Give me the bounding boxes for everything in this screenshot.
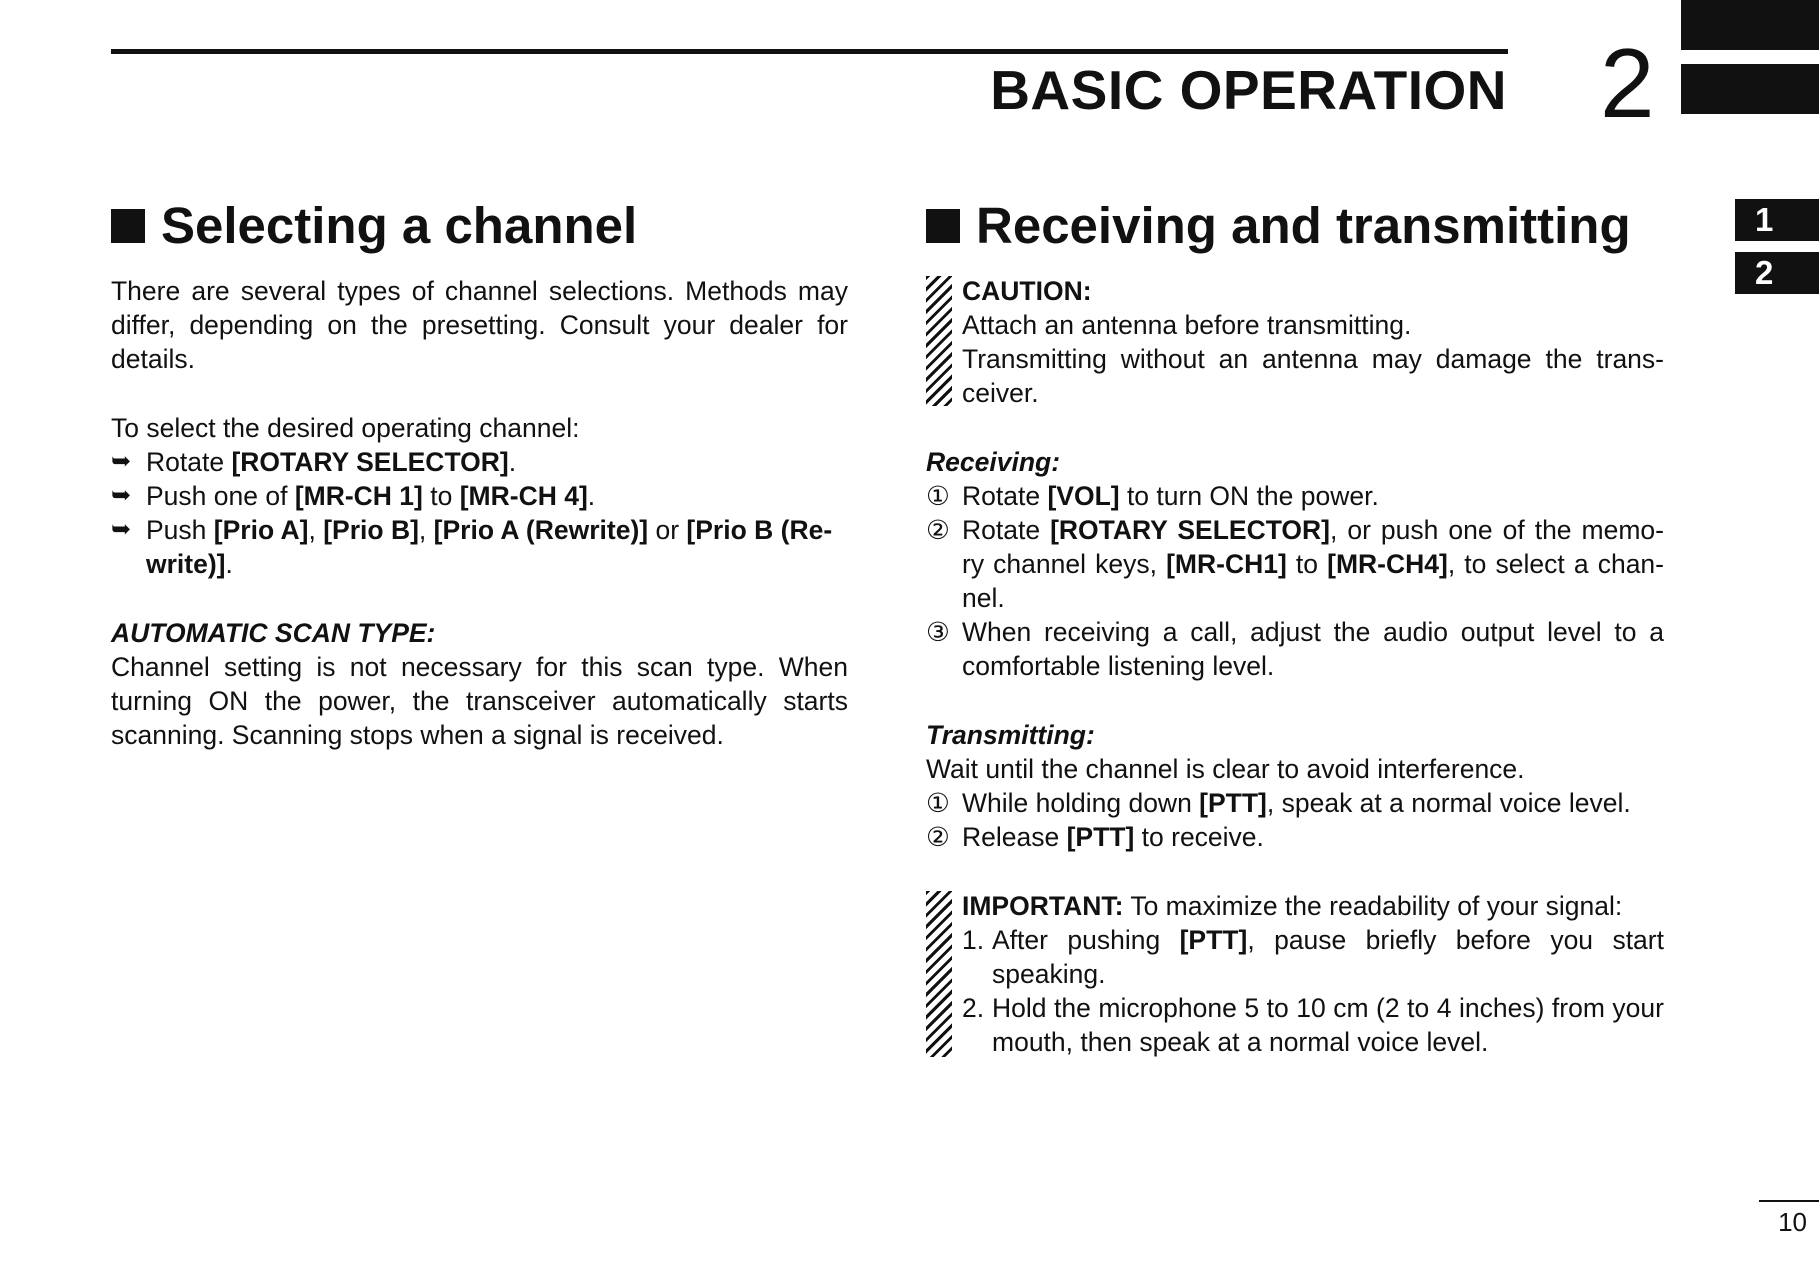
intro-paragraph: There are several types of channel selections. Methods may differ, depending on the presetting. Consult your dealer for details. [111,276,848,374]
page-number: 10 [1778,1207,1807,1237]
side-tab-1[interactable]: 1 [1735,199,1819,241]
receiving-heading: Receiving: [926,447,1061,477]
chapter-bar [1681,64,1819,114]
caution-line-2: Transmitting without an antenna may damage the trans-ceiver. [962,344,1664,408]
step-item: ➥ Push [Prio A], [Prio B], [Prio A (Rewrite)] or [Prio B (Re-write)]. [111,515,833,579]
key-label: [Prio A (Rewrite)] [433,515,649,545]
key-label: [MR-CH 4] [459,481,588,511]
section-heading-receiving [926,198,1631,254]
caution-hatch-icon [926,276,952,406]
step-number: ① [926,481,950,511]
scan-type-heading: AUTOMATIC SCAN TYPE: [111,618,436,648]
caution-note [926,274,1664,410]
key-label: [ROTARY SELECTOR] [1050,515,1330,545]
caution-line-1: Attach an antenna before transmitting. [962,310,1412,340]
arrow-icon: ➥ [111,448,132,475]
section-heading-selecting [111,198,637,254]
caution-label: CAUTION: [962,276,1092,306]
step-number: ① [926,788,950,818]
right-column [926,274,1664,1059]
transmitting-step: ② Release [PTT] to receive. [926,822,1264,852]
step-number: ③ [926,617,950,647]
item-number: 1. [962,925,985,955]
receiving-step: ② Rotate [ROTARY SELECTOR], or push one of the memo-ry channel keys, [MR-CH1] to [MR-CH4], to select a chan-nel. [926,515,1664,613]
key-label: [ROTARY SELECTOR] [231,447,509,477]
receiving-step: ③ When receiving a call, adjust the audio output level to a comfortable listening level. [926,617,1664,681]
transmitting-step: ① While holding down [PTT], speak at a normal voice level. [926,788,1631,818]
step-number: ② [926,822,950,852]
key-label: [Prio B] [323,515,419,545]
step-number: ② [926,515,950,545]
step-item: ➥ Push one of [MR-CH 1] to [MR-CH 4]. [111,481,596,511]
square-bullet-icon [111,209,145,243]
important-hatch-icon [926,891,952,1057]
section-heading-text: Selecting a channel [161,197,638,254]
scan-type-text: Channel setting is not necessary for this scan type. When turning ON the power, the transceiver automatically starts scanning. Scanning stops when a signal is received. [111,652,848,750]
chapter-title: BASIC OPERATION [990,59,1507,121]
transmitting-heading: Transmitting: [926,720,1095,750]
chapter-bar-top [1681,0,1819,50]
square-bullet-icon [926,209,960,243]
arrow-icon: ➥ [111,516,132,543]
header-rule [111,49,1508,54]
key-label: [PTT] [1179,925,1248,955]
important-note [926,889,1664,1059]
arrow-icon: ➥ [111,482,132,509]
key-label: [Prio B (Re-write)] [146,515,833,579]
footer-rule [1759,1200,1819,1202]
important-item: 1. After pushing [PTT], pause briefly before you start speaking. [962,925,1664,989]
important-text: To maximize the readability of your signal: [1123,891,1623,921]
important-item: 2. Hold the microphone 5 to 10 cm (2 to 4 inches) from your mouth, then speak at a normal voice level. [962,993,1664,1057]
key-label: [PTT] [1066,822,1135,852]
key-label: [MR-CH1] [1166,549,1287,579]
key-label: [VOL] [1047,481,1120,511]
step-item: ➥ Rotate [ROTARY SELECTOR]. [111,447,517,477]
receiving-step: ① Rotate [VOL] to turn ON the power. [926,481,1379,511]
section-heading-text: Receiving and transmitting [976,197,1631,254]
item-number: 2. [962,993,985,1023]
important-label: IMPORTANT: [962,891,1124,921]
key-label: [PTT] [1199,788,1267,818]
key-label: [MR-CH4] [1327,549,1448,579]
key-label: [Prio A] [213,515,309,545]
transmitting-intro: Wait until the channel is clear to avoid interference. [926,754,1525,784]
left-column [111,274,848,752]
side-tab-2[interactable]: 2 [1735,252,1819,294]
steps-lead: To select the desired operating channel: [111,413,580,443]
chapter-number: 2 [1600,28,1655,138]
key-label: [MR-CH 1] [294,481,423,511]
